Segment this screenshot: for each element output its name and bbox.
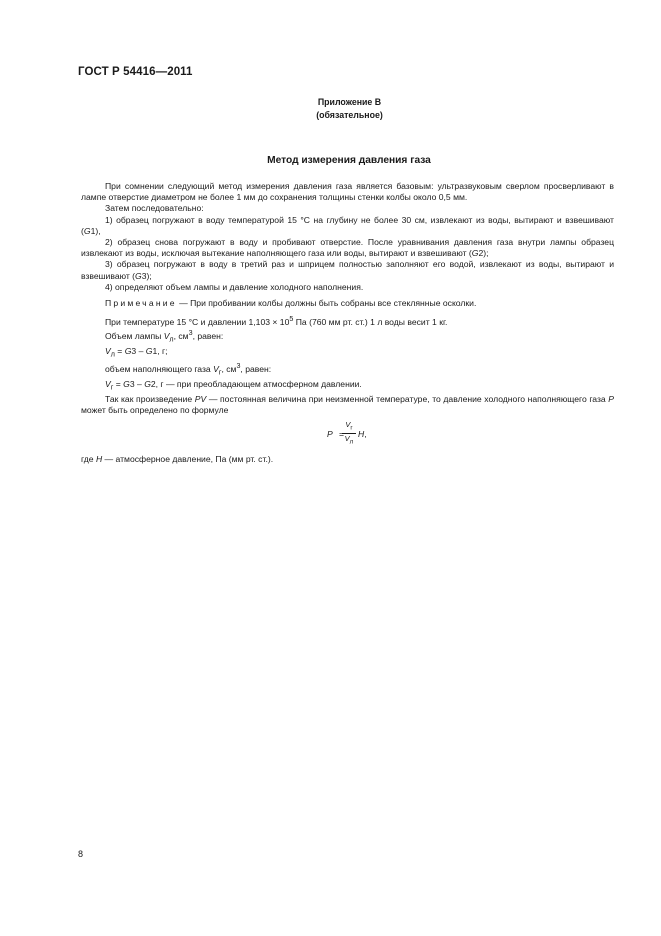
step-3: 3) образец погружают в воду в третий раз и шприцем полностью заполняют его водой, извлекают из воды, вытирают и взвешивают (G3); <box>81 259 614 281</box>
note-label: Примечание <box>105 298 177 309</box>
paragraph-intro: При сомнении следующий метод измерения давления газа является базовым: ультразвуковым сверлом просверливают в лампе отверстие диаметром не более 1 мм до сохранения толщины стенки колбы около 0,5 мм. <box>81 181 614 203</box>
where-clause: где H — атмосферное давление, Па (мм рт. ст.). <box>81 454 274 465</box>
note <box>81 298 614 309</box>
step-1: 1) образец погружают в воду температурой 15 °C на глубину не более 30 см, извлекают из воды, вытирают и взвешивают (G1), <box>81 214 614 236</box>
standard-header: ГОСТ Р 54416—2011 <box>78 66 193 78</box>
step-2: 2) образец снова погружают в воду и пробивают отверстие. После уравнивания давления газа внутри лампы образец извлекают из воды, исключая вытекание наполняющего газа или воды, вытирают и взвешивают (G2); <box>81 237 614 259</box>
note-text: — При пробивании колбы должны быть собраны все стеклянные осколки. <box>176 298 477 309</box>
annex-heading <box>0 96 661 122</box>
formula-rhs: H, <box>358 429 367 440</box>
formula-lhs: P <box>327 429 333 440</box>
section-title: Метод измерения давления газа <box>267 155 431 166</box>
paragraph-sequence: Затем последовательно: <box>105 203 204 214</box>
formula-equals: = <box>339 429 345 440</box>
step-4: 4) определяют объем лампы и давление холодного наполнения. <box>105 281 364 292</box>
lamp-volume-equation: $V_л = G3 - G1$, г; <box>105 346 168 359</box>
page-number: 8 <box>78 849 84 859</box>
lamp-volume-line: Объем лампы $V_л$, $см^3$, равен: <box>105 329 224 344</box>
temperature-condition: При температуре 15 °C и давлении $1,103 \times 10^5$ Па (760 мм рт. ст.) 1 л воды весит 1 кг. <box>105 315 448 328</box>
annex-label: Приложение В <box>317 97 382 107</box>
body-text <box>81 181 614 465</box>
gas-volume-equation: $V_г = G3 - G2$, г — при преобладающем атмосферном давлении. <box>105 378 362 392</box>
gas-volume-line: объем наполняющего газа $V_г$, $см^3$, равен: <box>105 362 272 377</box>
pressure-formula <box>81 418 614 454</box>
formula-fraction <box>342 420 356 446</box>
final-paragraph: Так как произведение PV — постоянная величина при неизменной температуре, то давление холодного наполняющего газа P может быть определено по формуле <box>81 393 614 415</box>
annex-status: (обязательное) <box>316 110 383 120</box>
fraction-numerator: $V_г$ <box>342 420 356 434</box>
fraction-denominator: $V_л$ <box>344 433 354 446</box>
